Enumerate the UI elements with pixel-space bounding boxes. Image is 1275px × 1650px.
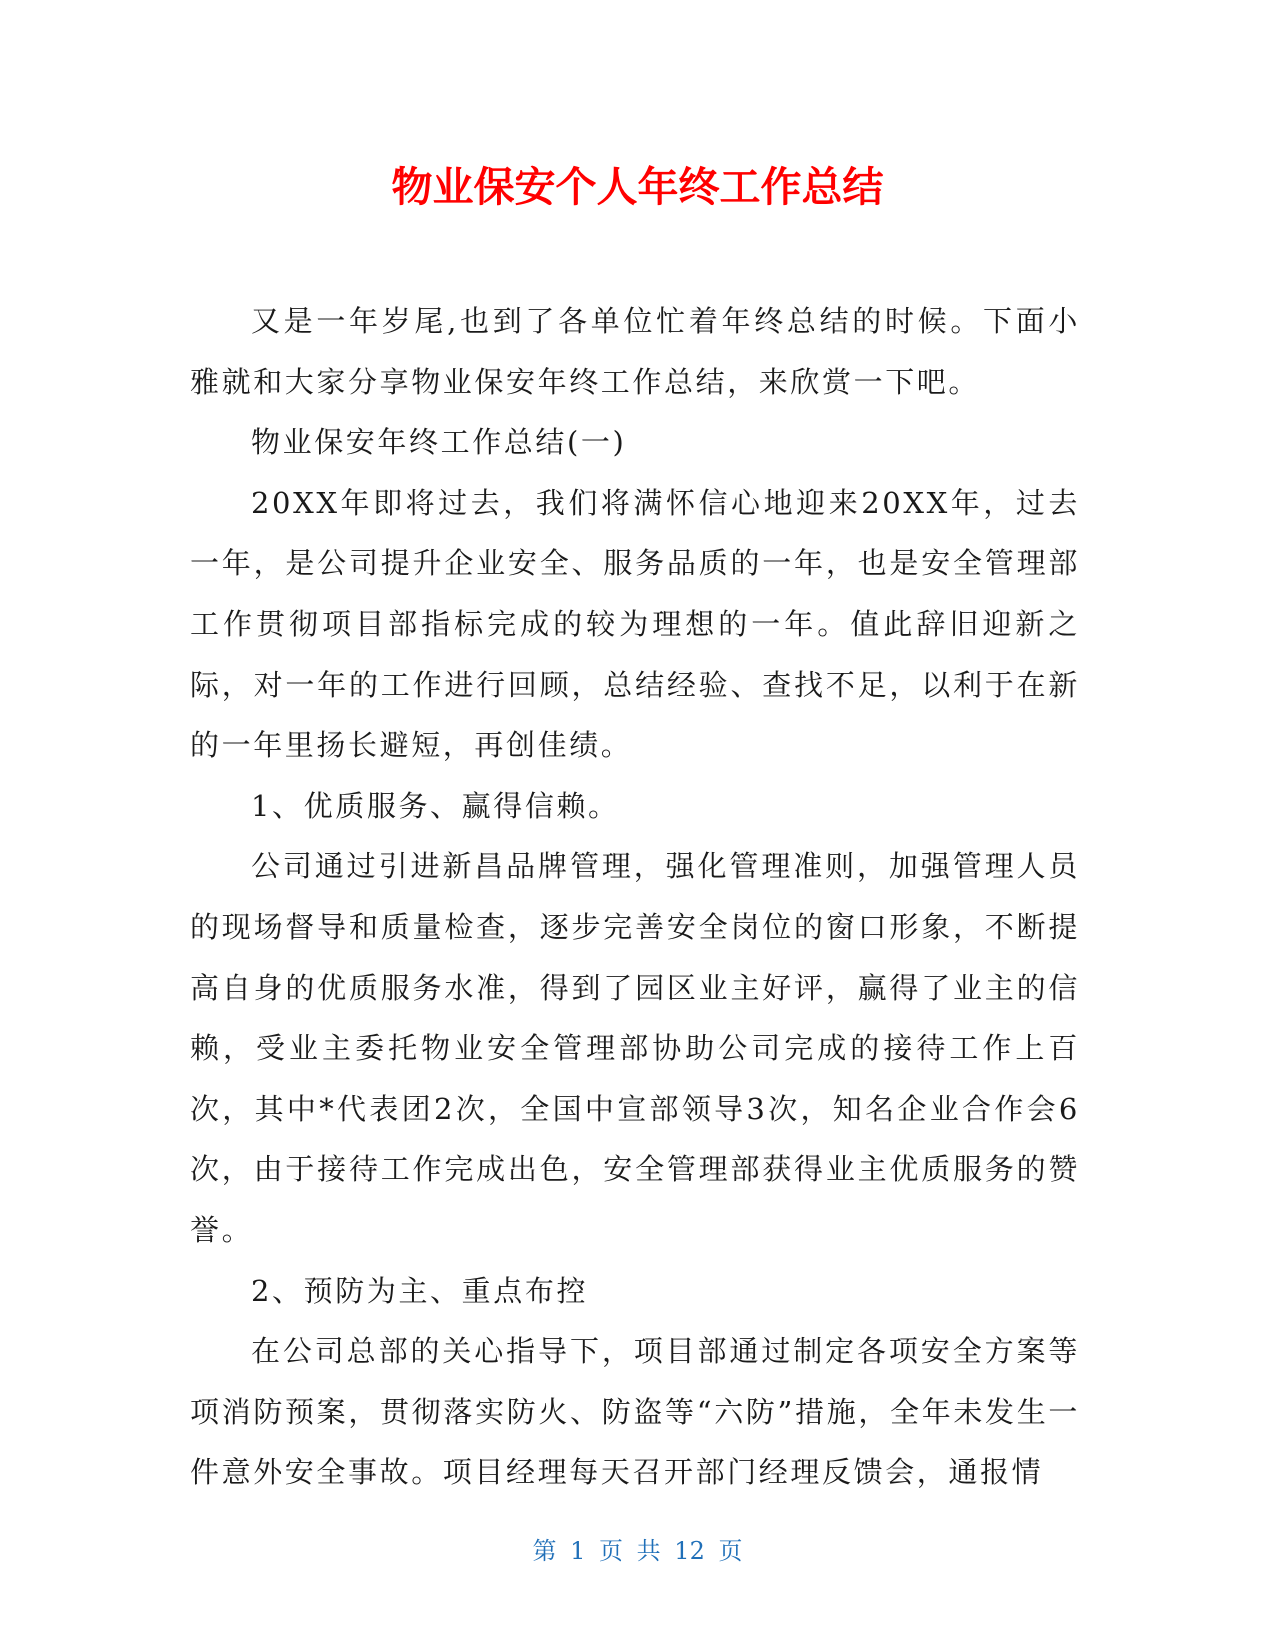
paragraph-intro: 又是一年岁尾,也到了各单位忙着年终总结的时候。下面小雅就和大家分享物业保安年终工作总结，来欣赏一下吧。 xyxy=(190,304,1080,399)
paragraph-overview: 20XX年即将过去，我们将满怀信心地迎来20XX年，过去一年，是公司提升企业安全、服务品质的一年，也是安全管理部工作贯彻项目部指标完成的较为理想的一年。值此辞旧迎新之际，对一年的工作进行回顾，总结经验、查找不足，以利于在新的一年里扬长避短，再创佳绩。 xyxy=(190,485,1080,763)
list-heading-2: 2、预防为主、重点布控 xyxy=(251,1273,589,1308)
page-number-footer xyxy=(0,1536,1275,1566)
document-body xyxy=(190,291,1080,1503)
list-heading-1: 1、优质服务、赢得信赖。 xyxy=(251,788,620,823)
page-label: 第 1 页 共 12 页 xyxy=(532,1537,743,1565)
paragraph-service: 公司通过引进新昌品牌管理，强化管理准则，加强管理人员的现场督导和质量检查，逐步完善安全岗位的窗口形象，不断提高自身的优质服务水准，得到了园区业主好评，赢得了业主的信赖，受业主委托物业安全管理部协助公司完成的接待工作上百次，其中*代表团2次，全国中宣部领导3次，知名企业合作会6次，由于接待工作完成出色，安全管理部获得业主优质服务的赞誉。 xyxy=(190,849,1080,1247)
section-heading-1: 物业保安年终工作总结(一) xyxy=(251,425,627,460)
document-title: 物业保安个人年终工作总结 xyxy=(391,163,884,211)
paragraph-prevention: 在公司总部的关心指导下，项目部通过制定各项安全方案等项消防预案，贯彻落实防火、防盗等“六防”措施，全年未发生一件意外安全事故。项目经理每天召开部门经理反馈会，通报情 xyxy=(190,1334,1080,1490)
